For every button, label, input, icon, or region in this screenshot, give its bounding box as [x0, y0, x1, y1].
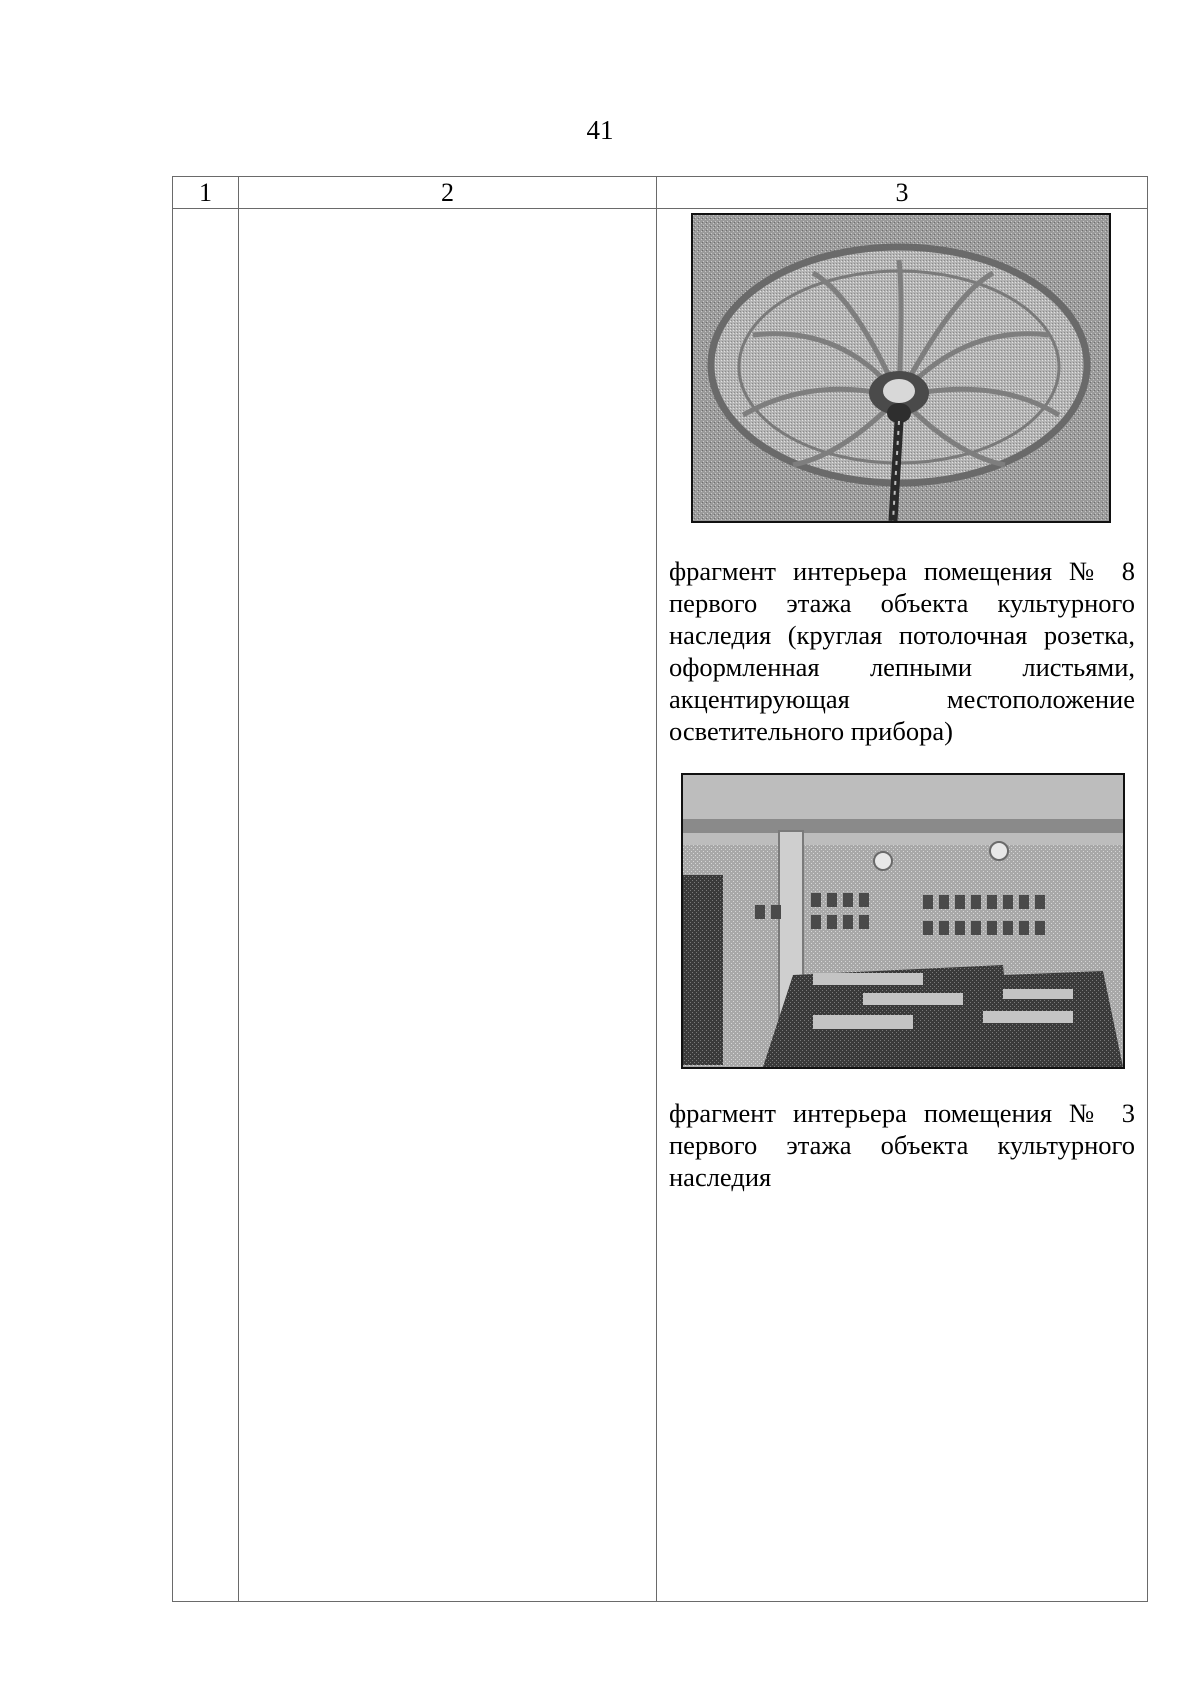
header-cell-1: 1	[173, 177, 239, 209]
row-cell-1	[173, 209, 239, 1602]
ceiling-rosette-photo	[691, 213, 1111, 523]
header-cell-3: 3	[657, 177, 1148, 209]
header-cell-2: 2	[239, 177, 657, 209]
row-cell-3	[657, 209, 1148, 1602]
document-table	[172, 176, 1148, 1602]
table-header-row	[173, 177, 1148, 209]
photo-caption: фрагмент интерьера помещения № 3 первого этажа объекта культурного наследия	[669, 1098, 1135, 1192]
row-cell-2	[239, 209, 657, 1602]
table-row	[173, 209, 1148, 1602]
photo-caption: фрагмент интерьера помещения № 8 первого этажа объекта культурного наследия (круглая потолочная розетка, оформленная лепными листьями, акцентирующая местоположение осветительного прибора)	[669, 556, 1135, 746]
page-number: 41	[586, 115, 614, 145]
room-interior-photo	[681, 773, 1125, 1069]
